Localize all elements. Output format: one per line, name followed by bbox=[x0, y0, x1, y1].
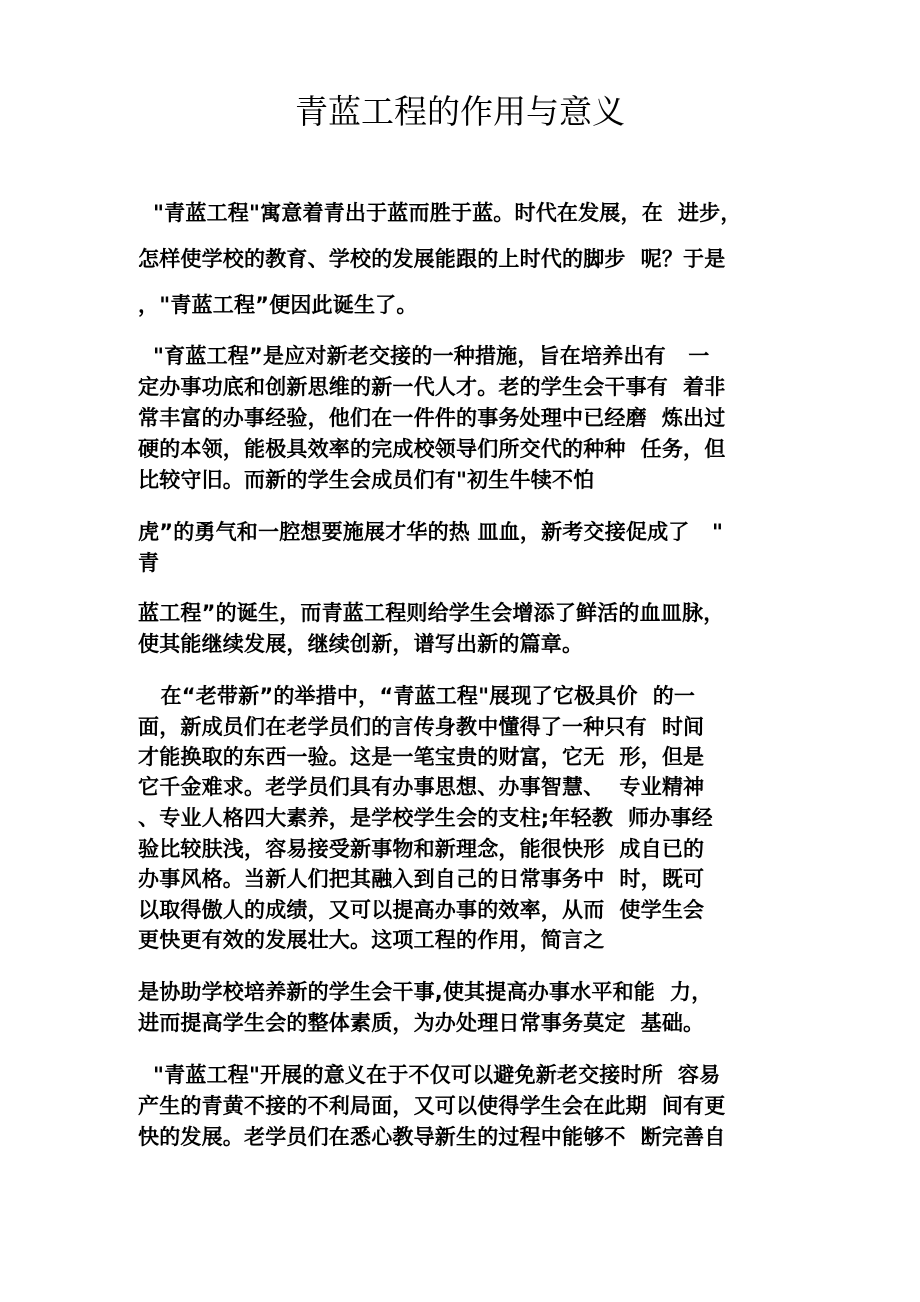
paragraph-5-line-4: 它千金难求。老学员们具有办事思想、办事智慧、 专业精神 bbox=[138, 775, 705, 799]
paragraph-5-line-2: 面，新成员们在老学员们的言传身教中懂得了一种只有 时间 bbox=[138, 715, 705, 739]
paragraph-5-line-9: 更快更有效的发展壮大。这项工程的作用，简言之 bbox=[138, 928, 605, 952]
paragraph-5-line-6: 验比较肤浅，容易接受新事物和新理念，能很快形 成自已的 bbox=[138, 837, 705, 861]
paragraph-1-line-1: "青蓝工程"寓意着青出于蓝而胜于蓝。时代在发展，在 进步， bbox=[138, 201, 742, 225]
paragraph-7-line-2: 产生的青黄不接的不利局面，又可以使得学生会在此期 间有更 bbox=[138, 1094, 726, 1118]
paragraph-2-line-1: "育蓝工程”是应对新老交接的一种措施，旨在培养出有 一 bbox=[138, 344, 710, 368]
paragraph-6-line-1: 是协助学校培养新的学生会干事,使其提高办事水平和能 力， bbox=[138, 980, 713, 1004]
paragraph-7-line-1: "青蓝工程"开展的意义在于不仅可以避免新老交接时所 容易 bbox=[138, 1063, 721, 1087]
paragraph-2-line-3: 常丰富的办事经验，他们在一件件的事务处理中已经磨 炼出过 bbox=[138, 406, 726, 430]
paragraph-2-line-4: 硬的本领，能极具效率的完成校领导们所交代的种种 任务，但 bbox=[138, 437, 726, 461]
paragraph-5-line-5: 、专业人格四大素养，是学校学生会的支柱;年轻教 师办事经 bbox=[138, 806, 713, 830]
paragraph-5-line-3: 才能换取的东西一验。这是一笔宝贵的财富，它无 形，但是 bbox=[138, 745, 705, 769]
paragraph-1-line-2: 怎样使学校的教育、学校的发展能跟的上时代的脚步 呢？于是 bbox=[138, 247, 726, 271]
document-title: 青蓝工程的作用与意义 bbox=[295, 92, 625, 131]
paragraph-2-line-5: 比较守旧。而新的学生会成员们有"初生牛犊不怕 bbox=[138, 468, 595, 492]
paragraph-6-line-2: 进而提高学生会的整体素质，为办处理日常事务莫定 基础。 bbox=[138, 1011, 705, 1035]
paragraph-4-line-1: 蓝工程”的诞生，而青蓝工程则给学生会增添了鲜活的血皿脉， bbox=[138, 601, 725, 625]
paragraph-5-line-8: 以取得傲人的成绩，又可以提高办事的效率，从而 使学生会 bbox=[138, 898, 705, 922]
paragraph-4-line-2: 使其能继续发展，继续创新，谱写出新的篇章。 bbox=[138, 632, 584, 656]
paragraph-5-line-1: 在“老带新”的举措中，“青蓝工程"展现了它极具价 的一 bbox=[138, 684, 696, 708]
paragraph-5-line-7: 办事风格。当新人们把其融入到自己的日常事务中 时，既可 bbox=[138, 867, 705, 891]
paragraph-7-line-3: 快的发展。老学员们在悉心教导新生的过程中能够不 断完善自 bbox=[138, 1125, 726, 1149]
paragraph-2-line-2: 定办事功底和创新思维的新一代人才。老的学生会干事有 着非 bbox=[138, 375, 726, 399]
paragraph-3-line-1: 虎”的勇气和一腔想要施展才华的热 皿血，新考交接促成了 " bbox=[138, 520, 724, 544]
paragraph-3-line-2: 青 bbox=[138, 551, 160, 575]
paragraph-1-line-3: ，"青蓝工程”便因此诞生了。 bbox=[138, 293, 418, 317]
